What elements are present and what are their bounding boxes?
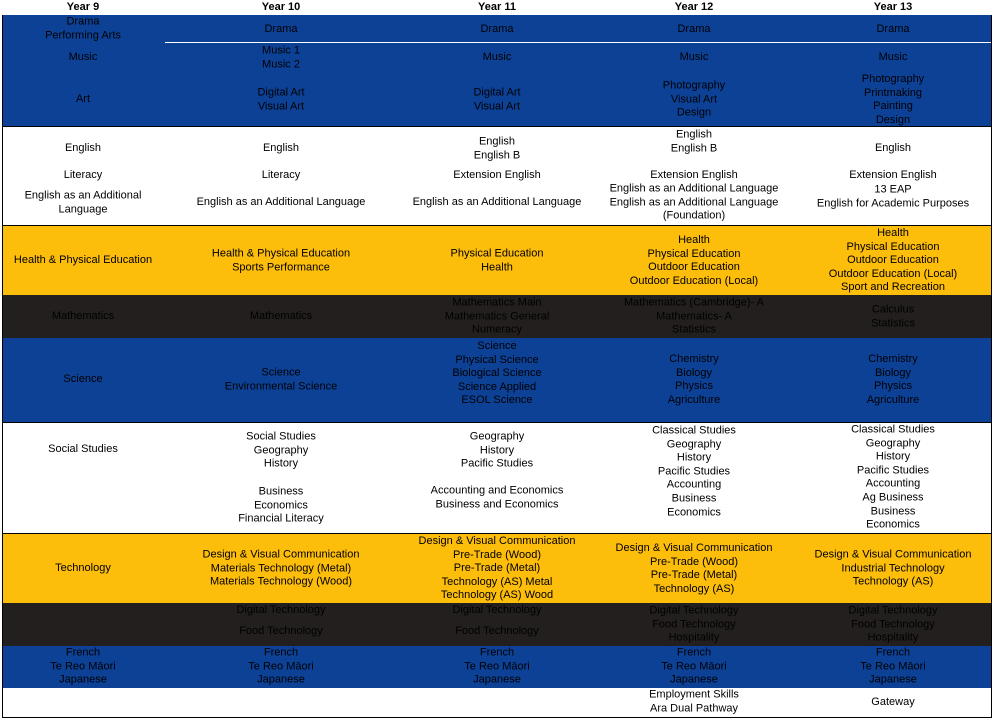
subject-line: Health xyxy=(877,227,909,240)
cell-social1-year-10 xyxy=(246,431,316,472)
cell-eal-year-11 xyxy=(413,196,582,210)
subject-line: Materials Technology (Metal) xyxy=(210,562,352,575)
cell-food-year-11 xyxy=(455,625,539,639)
cell-english-year-12 xyxy=(671,128,717,155)
cell-music-year-11 xyxy=(483,51,512,65)
subject-line: Pacific Studies xyxy=(657,465,731,478)
subject-line: Te Reo Māori xyxy=(661,660,727,673)
cell-health-year-10 xyxy=(212,247,350,274)
subject-line: Mathematics xyxy=(51,310,115,323)
cell-science-year-13 xyxy=(867,353,920,407)
subject-line: English xyxy=(874,142,912,155)
subject-line: Photography xyxy=(861,72,925,85)
subject-line: Business xyxy=(671,492,717,505)
cell-health-year-13 xyxy=(829,227,957,295)
subject-line: Drama xyxy=(480,23,514,36)
cell-eal-year-12 xyxy=(610,183,779,224)
subject-line: Employment Skills xyxy=(649,688,739,701)
subject-line: Photography xyxy=(662,79,726,92)
cell-art-year-9 xyxy=(76,93,90,107)
cell-drama-year-11 xyxy=(480,23,513,37)
cell-science-year-9 xyxy=(63,373,102,387)
subject-line: Design & Visual Communication xyxy=(814,548,972,561)
subject-line: Outdoor Education (Local) xyxy=(828,267,958,280)
cell-music-year-13 xyxy=(879,51,908,65)
subject-line: Industrial Technology xyxy=(841,562,945,575)
subject-line: Food Technology xyxy=(851,618,935,631)
subject-line: Outdoor Education xyxy=(648,261,740,273)
cell-english-year-9 xyxy=(65,142,101,156)
cell-languages-year-13 xyxy=(860,647,925,688)
subject-line: Business xyxy=(258,485,304,498)
cell-languages-year-10 xyxy=(248,647,313,688)
cell-music-year-12 xyxy=(680,51,709,65)
subject-line: Geography xyxy=(469,430,525,443)
cell-drama-year-9 xyxy=(45,15,121,42)
subject-line: English B xyxy=(670,142,718,154)
subject-line: History xyxy=(479,444,515,457)
subject-line: (Foundation) xyxy=(662,209,726,222)
subject-line: Ara Dual Pathway xyxy=(649,702,739,714)
subject-line: Digital Technology xyxy=(649,604,739,617)
subject-line: English as an Additional Language xyxy=(412,196,582,209)
cell-science-year-10 xyxy=(225,366,338,393)
subject-line: Sports Performance xyxy=(232,261,330,273)
subject-line: Business xyxy=(870,505,916,518)
subject-line: Music xyxy=(68,51,98,64)
subject-line: Accounting xyxy=(865,478,921,490)
cell-health-year-9 xyxy=(14,254,152,268)
cell-technology-year-13 xyxy=(815,549,972,590)
subject-line: Digital Art xyxy=(257,86,305,99)
cell-technology-year-9 xyxy=(55,562,111,576)
header-year-12: Year 12 xyxy=(674,1,714,13)
subject-line: Drama xyxy=(66,15,100,28)
subject-line: French xyxy=(263,646,299,659)
subject-line: Digital Technology xyxy=(236,604,326,617)
subject-line: Financial Literacy xyxy=(238,512,324,525)
subject-line: English xyxy=(478,135,516,148)
subject-line: Te Reo Māori xyxy=(464,660,530,673)
cell-social1-year-13 xyxy=(851,424,935,533)
subject-line: Hospitality xyxy=(668,631,720,644)
header-year-9: Year 9 xyxy=(66,1,100,13)
subject-line: Social Studies xyxy=(48,443,118,456)
subject-line: Science Applied xyxy=(457,380,537,393)
subject-line: French xyxy=(479,646,515,659)
subject-line: Health & Physical Education xyxy=(13,254,153,267)
subject-line: Technology (AS) Metal xyxy=(441,575,553,588)
subject-line: Accounting and Economics xyxy=(430,484,564,497)
subject-line: Design & Visual Communication xyxy=(418,535,576,548)
subject-line: Numeracy xyxy=(471,323,523,336)
subject-line: History xyxy=(875,450,911,463)
cell-literacy-year-10 xyxy=(262,169,301,183)
cell-english-year-11 xyxy=(474,135,520,162)
cell-social1-year-11 xyxy=(461,431,533,472)
subject-line: Technology (AS) Wood xyxy=(440,589,554,602)
subject-line: Sport and Recreation xyxy=(841,281,945,294)
subject-line: English xyxy=(675,128,713,141)
subject-line: Technology (AS) xyxy=(852,575,934,588)
subject-line: Statistics xyxy=(671,323,716,336)
subject-line: Food Technology xyxy=(455,625,539,638)
subject-line: Biology xyxy=(675,366,713,379)
cell-english-year-10 xyxy=(263,142,299,156)
cell-languages-year-9 xyxy=(50,647,115,688)
subject-line: Pacific Studies xyxy=(460,457,534,470)
drama-divider xyxy=(165,42,991,43)
cell-maths-year-11 xyxy=(445,297,550,338)
subject-line: History xyxy=(676,451,712,464)
subject-line: English xyxy=(262,142,300,155)
subject-line: Biology xyxy=(874,366,912,379)
subject-line: Agriculture xyxy=(866,393,920,406)
subject-line: Materials Technology (Wood) xyxy=(209,575,353,588)
cell-maths-year-13 xyxy=(871,303,915,330)
subject-line: Drama xyxy=(876,23,910,36)
subject-line: French xyxy=(875,646,911,659)
subject-line: Mathematics- A xyxy=(656,310,732,323)
subject-line: Pre-Trade (Metal) xyxy=(453,562,541,575)
cell-science-year-12 xyxy=(668,353,721,407)
subject-line: History xyxy=(263,457,299,470)
cell-art-year-12 xyxy=(663,80,725,121)
subject-line: Extension English xyxy=(650,169,738,182)
cell-technology-year-10 xyxy=(203,549,360,590)
subject-line: Physical Science xyxy=(455,353,539,366)
cell-social1-year-12 xyxy=(652,424,736,519)
cell-english-year-13 xyxy=(875,142,911,156)
cell-pathways-year-12 xyxy=(649,688,739,715)
subject-line: Physical Education xyxy=(647,247,741,260)
subject-line: Environmental Science xyxy=(224,380,338,392)
subject-line: Science xyxy=(477,340,517,353)
subject-line: Te Reo Māori xyxy=(860,660,926,673)
subject-line: Drama xyxy=(677,23,711,36)
subject-line: Music 1 xyxy=(262,44,300,57)
subject-line: Economics xyxy=(667,505,721,518)
subject-line: Visual Art xyxy=(257,100,305,112)
cell-literacy-year-13 xyxy=(849,169,936,183)
header-year-13: Year 13 xyxy=(873,1,913,13)
cell-social1-year-9 xyxy=(48,443,118,457)
header-year-11: Year 11 xyxy=(478,1,516,13)
subject-line: Te Reo Māori xyxy=(50,660,116,673)
subject-line: Music xyxy=(482,51,512,64)
cell-art-year-13 xyxy=(862,73,924,127)
subject-line: Hospitality xyxy=(867,631,919,644)
subject-line: Pre-Trade (Wood) xyxy=(649,555,739,568)
cell-science-year-11 xyxy=(452,340,541,408)
subject-line: Technology (AS) xyxy=(653,582,735,595)
cell-digital-year-11 xyxy=(452,604,541,618)
cell-languages-year-11 xyxy=(464,647,529,688)
band-pathways xyxy=(2,688,992,718)
subject-line: 13 EAP xyxy=(874,183,912,196)
subject-line: Literacy xyxy=(63,169,103,182)
subject-line: Mathematics xyxy=(249,310,313,323)
subject-line: Art xyxy=(75,93,91,106)
subject-line: Te Reo Māori xyxy=(248,660,314,673)
subject-line: Physics xyxy=(675,380,713,392)
subject-line: Performing Arts xyxy=(45,29,121,41)
subject-line: Geography xyxy=(865,437,921,450)
cell-literacy-year-11 xyxy=(453,169,540,183)
subject-line: Ag Business xyxy=(862,491,924,504)
cell-drama-year-12 xyxy=(677,23,710,37)
subject-line: Biological Science xyxy=(452,367,542,380)
cell-maths-year-10 xyxy=(250,310,312,324)
cell-eal-year-10 xyxy=(197,196,366,210)
subject-line: Pacific Studies xyxy=(856,464,930,477)
subject-line: Health xyxy=(678,233,710,246)
subject-line: Chemistry xyxy=(868,352,918,365)
subject-line: Food Technology xyxy=(239,625,323,638)
subject-line: Pre-Trade (Metal) xyxy=(650,569,738,581)
subject-line: Design xyxy=(676,106,712,119)
subject-line: Outdoor Education (Local) xyxy=(629,274,759,287)
cell-art-year-10 xyxy=(257,86,304,113)
subject-line: ESOL Science xyxy=(461,394,533,407)
subject-line: Geography xyxy=(253,444,309,457)
subject-line: Extension English xyxy=(849,169,937,182)
subject-line: Chemistry xyxy=(669,352,719,365)
subject-line: Calculus xyxy=(871,303,915,316)
subject-line: Gateway xyxy=(871,696,915,709)
subject-line: Design xyxy=(875,113,911,126)
cell-languages-year-12 xyxy=(661,647,726,688)
subject-line: Business and Economics xyxy=(435,498,559,510)
subject-line: Physical Education xyxy=(450,247,544,260)
subject-line: English as an Additional xyxy=(24,189,142,202)
subject-line: Visual Art xyxy=(473,100,521,112)
cell-digital-year-13 xyxy=(848,605,937,646)
subject-line: Digital Art xyxy=(473,86,521,99)
header-year-10: Year 10 xyxy=(261,1,301,13)
cell-eal-year-9 xyxy=(25,189,142,216)
subject-line: Visual Art xyxy=(670,93,718,106)
cell-maths-year-9 xyxy=(52,310,114,324)
subject-line: English as an Additional Language xyxy=(609,182,779,195)
subject-line: Physical Education xyxy=(846,240,940,253)
subject-line: English B xyxy=(473,149,521,161)
cell-music-year-10 xyxy=(262,44,300,71)
subject-line: Language xyxy=(58,203,108,215)
cell-technology-year-11 xyxy=(419,535,576,603)
subject-line: Science xyxy=(261,366,301,379)
subject-line: Statistics xyxy=(870,317,916,329)
subject-line: Drama xyxy=(264,23,298,36)
cell-drama-year-10 xyxy=(264,23,297,37)
subject-line: French xyxy=(676,646,712,659)
cell-health-year-11 xyxy=(451,247,544,274)
subject-line: Music xyxy=(878,51,908,64)
subject-line: Economics xyxy=(866,518,920,531)
subject-line: Printmaking xyxy=(863,86,923,99)
subject-line: Technology xyxy=(55,562,111,575)
subject-line: English as an Additional Language xyxy=(609,196,779,209)
subject-line: Health & Physical Education xyxy=(211,247,351,260)
subject-line: Design & Visual Communication xyxy=(615,541,773,554)
subject-line: Geography xyxy=(666,438,722,451)
subject-line: Food Technology xyxy=(652,618,736,631)
cell-food-year-10 xyxy=(239,625,323,639)
cell-music-year-9 xyxy=(69,51,98,65)
subject-line: Classical Studies xyxy=(851,423,935,436)
subject-line: Outdoor Education xyxy=(847,254,939,267)
subject-line: Mathematics General xyxy=(444,310,550,323)
cell-health-year-12 xyxy=(630,234,758,288)
cell-digital-year-10 xyxy=(236,604,325,618)
subject-line: Health xyxy=(481,261,513,273)
cell-art-year-11 xyxy=(473,86,520,113)
subject-line: French xyxy=(65,646,101,659)
cell-social2-year-11 xyxy=(431,484,564,511)
subject-line: Extension English xyxy=(453,169,541,182)
subject-line: Music xyxy=(679,51,709,64)
subject-line: Mathematics Main xyxy=(452,296,542,309)
subject-line: Economics xyxy=(254,499,308,512)
subject-line: English for Academic Purposes xyxy=(816,197,970,209)
cell-eal-year-13 xyxy=(817,183,969,210)
cell-literacy-year-12 xyxy=(650,169,737,183)
subject-line: Japanese xyxy=(59,673,107,686)
subject-line: Design & Visual Communication xyxy=(202,548,360,561)
subject-line: English as an Additional Language xyxy=(196,196,366,209)
cell-pathways-year-13 xyxy=(871,696,914,710)
cell-digital-year-12 xyxy=(649,605,738,646)
cell-drama-year-13 xyxy=(876,23,909,37)
subject-line: Japanese xyxy=(869,673,917,686)
subject-line: Science xyxy=(63,373,103,386)
subject-line: Accounting xyxy=(666,478,722,491)
subject-line: Japanese xyxy=(473,673,521,686)
subject-line: English xyxy=(64,142,102,155)
subject-line: Music 2 xyxy=(262,58,300,70)
subject-line: Digital Technology xyxy=(452,604,542,617)
subject-line: Social Studies xyxy=(246,430,316,443)
cell-social2-year-10 xyxy=(238,486,324,527)
subject-line: Digital Technology xyxy=(848,604,938,617)
subject-line: Painting xyxy=(873,100,913,112)
cell-maths-year-12 xyxy=(624,297,764,338)
subject-line: Classical Studies xyxy=(652,424,736,437)
subject-line: Pre-Trade (Wood) xyxy=(452,548,542,561)
subject-line: Literacy xyxy=(261,169,301,182)
subject-line: Agriculture xyxy=(667,393,721,406)
subject-line: Japanese xyxy=(257,673,305,686)
subject-line: Japanese xyxy=(670,673,718,686)
cell-technology-year-12 xyxy=(616,542,773,596)
cell-literacy-year-9 xyxy=(64,169,103,183)
subject-line: Mathematics (Cambridge)- A xyxy=(624,296,764,309)
subject-line: Physics xyxy=(874,380,912,392)
